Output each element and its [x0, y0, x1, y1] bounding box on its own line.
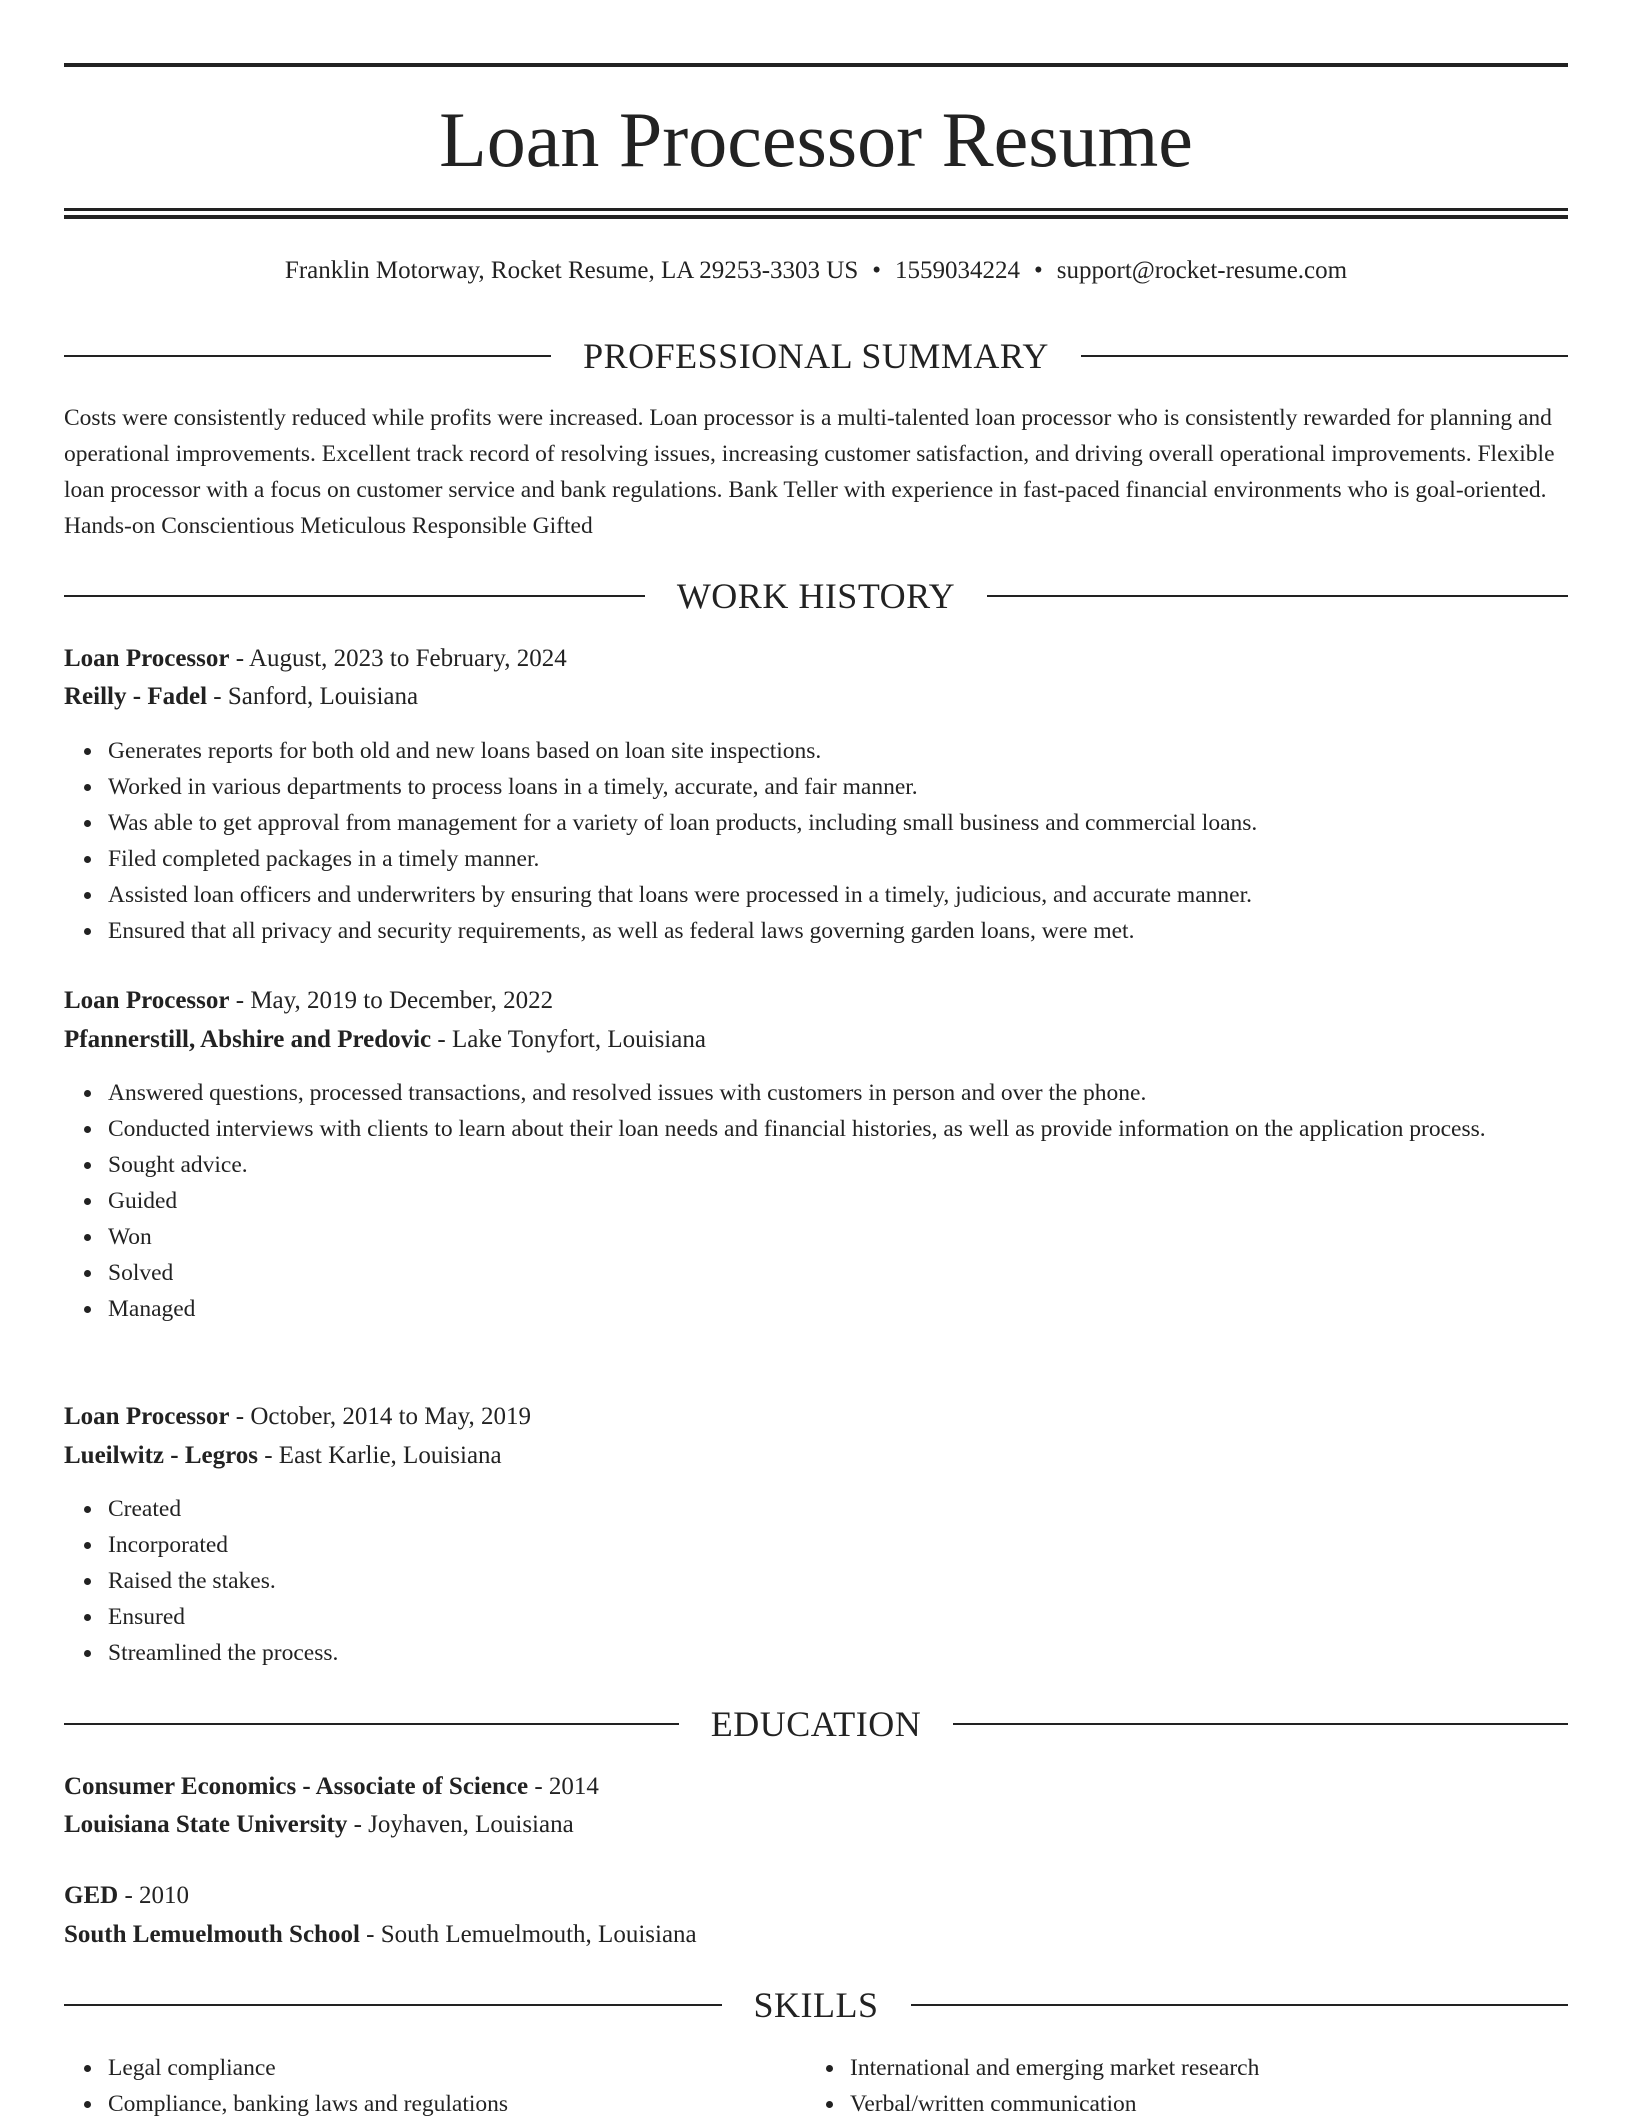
list-item: Created: [108, 1491, 1548, 1527]
section-rule: [64, 595, 645, 597]
education-degree-line: [64, 1769, 1568, 1805]
section-header-skills: [64, 1983, 1568, 2027]
skill-item: Compliance, banking laws and regulations: [108, 2086, 768, 2122]
job-company-line: [64, 1438, 1568, 1474]
contact-email: support@rocket-resume.com: [1056, 257, 1348, 284]
job-title-line: [64, 983, 1568, 1019]
list-item: Sought advice.: [108, 1147, 1548, 1183]
contact-line: [64, 254, 1568, 288]
section-header-summary: [64, 334, 1568, 378]
skills-list-right: [850, 2050, 1550, 2122]
section-rule: [64, 2004, 722, 2006]
list-item: Incorporated: [108, 1527, 1548, 1563]
section-rule: [1081, 355, 1568, 357]
job-title: Loan Processor: [64, 987, 230, 1014]
resume-title: Loan Processor Resume: [439, 96, 1193, 183]
list-item: Filed completed packages in a timely manner.: [108, 841, 1548, 877]
education-location: - South Lemuelmouth, Louisiana: [359, 1921, 697, 1948]
job-company: Pfannerstill, Abshire and Predovic: [64, 1026, 432, 1053]
contact-phone: 1559034224: [895, 257, 1021, 284]
education-degree: GED: [64, 1882, 119, 1909]
list-item: Solved: [108, 1255, 1548, 1291]
skill-item: Verbal/written communication: [850, 2086, 1550, 2122]
list-item: Guided: [108, 1183, 1548, 1219]
job-bullets: [108, 1491, 1548, 1671]
section-header-work: [64, 574, 1568, 618]
list-item: Answered questions, processed transactions, and resolved issues with customers in person and over the phone.: [108, 1075, 1548, 1111]
section-header-education: [64, 1702, 1568, 1746]
job-company: Lueilwitz - Legros: [64, 1442, 258, 1469]
list-item: Worked in various departments to process loans in a timely, accurate, and fair manner.: [108, 769, 1548, 805]
separator-dot: •: [1034, 257, 1043, 284]
section-rule: [987, 595, 1568, 597]
education-location: - Joyhaven, Louisiana: [347, 1811, 574, 1838]
list-item: Was able to get approval from management for a variety of loan products, including small business and commercial loans.: [108, 805, 1548, 841]
skills-list-left: [108, 2050, 768, 2122]
summary-text: Costs were consistently reduced while profits were increased. Loan processor is a multi-talented loan processor who is consistently rewarded for planning and operational improvements. Excellent track record of resolving issues, increasing customer satisfaction, and driving overall operational improvements. Flexible loan processor with a focus on customer service and bank regulations. Bank Teller with experience in fast-paced financial environments who is goal-oriented. Hands-on Conscientious Meticulous Responsible Gifted: [64, 405, 1555, 539]
education-degree-line: [64, 1878, 1568, 1914]
job-location: - Lake Tonyfort, Louisiana: [431, 1026, 706, 1053]
section-rule: [64, 1723, 679, 1725]
job-dates: - October, 2014 to May, 2019: [229, 1403, 531, 1430]
job-company-line: [64, 1022, 1568, 1058]
section-rule: [64, 355, 551, 357]
education-school: South Lemuelmouth School: [64, 1921, 360, 1948]
section-rule: [953, 1723, 1568, 1725]
section-title: WORK HISTORY: [676, 576, 956, 616]
skill-item: Legal compliance: [108, 2050, 768, 2086]
education-school: Louisiana State University: [64, 1811, 348, 1838]
job-bullets: [108, 1075, 1548, 1327]
job-dates: - August, 2023 to February, 2024: [229, 645, 567, 672]
list-item: Streamlined the process.: [108, 1635, 1548, 1671]
title-rule-upper: [64, 208, 1568, 211]
education-year: - 2010: [118, 1882, 190, 1909]
education-degree: Consumer Economics - Associate of Science: [64, 1773, 529, 1800]
job-title-line: [64, 1399, 1568, 1435]
list-item: Managed: [108, 1291, 1548, 1327]
list-item: Won: [108, 1219, 1548, 1255]
list-item: Assisted loan officers and underwriters by ensuring that loans were processed in a timely, judicious, and accurate manner.: [108, 877, 1548, 913]
job-title-line: [64, 641, 1568, 677]
skill-item: International and emerging market research: [850, 2050, 1550, 2086]
job-dates: - May, 2019 to December, 2022: [229, 987, 554, 1014]
list-item: Ensured: [108, 1599, 1548, 1635]
job-bullets: [108, 733, 1548, 949]
section-rule: [911, 2004, 1569, 2006]
section-title: EDUCATION: [710, 1704, 922, 1744]
list-item: Generates reports for both old and new loans based on loan site inspections.: [108, 733, 1548, 769]
list-item: Raised the stakes.: [108, 1563, 1548, 1599]
list-item: Conducted interviews with clients to learn about their loan needs and financial histories, as well as provide information on the application process.: [108, 1111, 1548, 1147]
title-rule-lower: [64, 215, 1568, 219]
separator-dot: •: [872, 257, 882, 284]
education-school-line: [64, 1917, 1568, 1953]
education-school-line: [64, 1807, 1568, 1843]
job-title: Loan Processor: [64, 1403, 230, 1430]
top-rule: [64, 63, 1568, 67]
section-title: SKILLS: [753, 1985, 879, 2025]
job-title: Loan Processor: [64, 645, 230, 672]
list-item: Ensured that all privacy and security requirements, as well as federal laws governing garden loans, were met.: [108, 913, 1548, 949]
section-title: PROFESSIONAL SUMMARY: [583, 336, 1049, 376]
job-location: - East Karlie, Louisiana: [257, 1442, 502, 1469]
job-location: - Sanford, Louisiana: [207, 683, 419, 710]
job-company-line: [64, 679, 1568, 715]
contact-address: Franklin Motorway, Rocket Resume, LA 29253-3303 US: [284, 257, 859, 284]
job-company: Reilly - Fadel: [64, 683, 208, 710]
education-year: - 2014: [528, 1773, 599, 1800]
